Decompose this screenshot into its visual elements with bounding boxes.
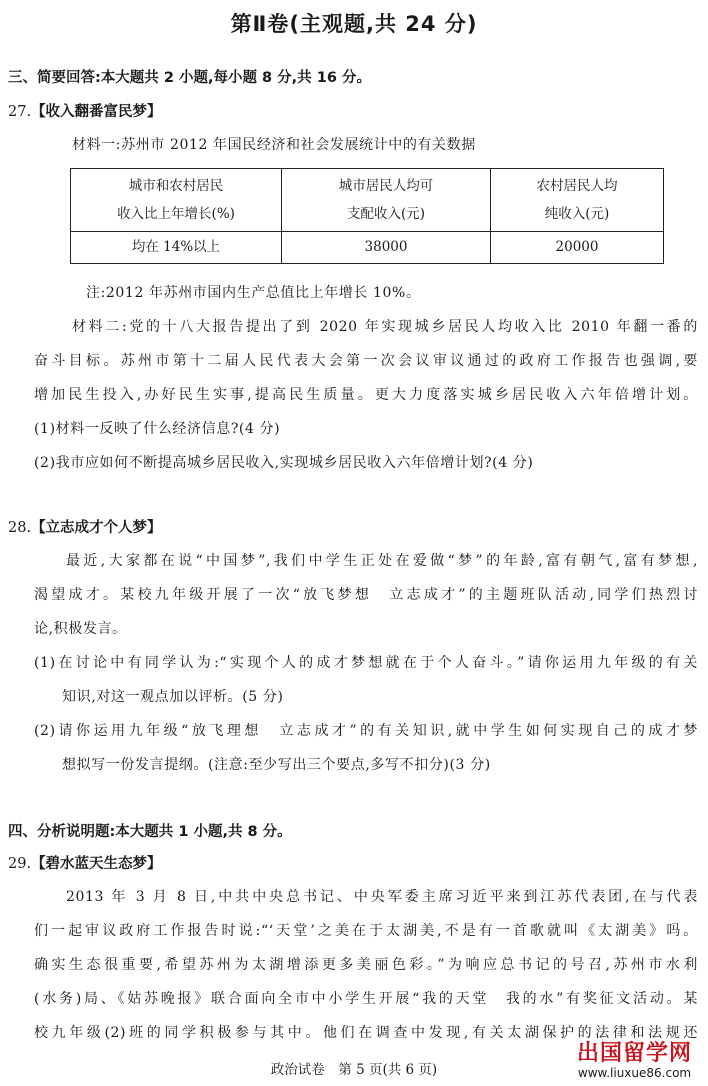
table-header-cell: 农村居民人均 纯收入(元) xyxy=(491,169,664,232)
q29-paragraph-line-4: (水务)局、《姑苏晚报》联合面向全市中小学生开展“我的天堂 我的水”有奖征文活动。某 xyxy=(34,991,698,1007)
q28-sub-question-1-line-2: 知识,对这一观点加以评析。(5 分) xyxy=(62,689,284,705)
statistics-table xyxy=(70,168,664,264)
q27-sub-question-1: (1)材料一反映了什么经济信息?(4 分) xyxy=(34,421,281,437)
question-29-number: 29. xyxy=(8,856,32,872)
watermark-url: www.liuxue86.com xyxy=(577,1066,692,1080)
q28-paragraph-line-2: 渴望成才。某校九年级开展了一次“放飞梦想 立志成才”的主题班队活动,同学们热烈讨 xyxy=(34,587,698,603)
question-29-tag: 【碧水蓝天生态梦】 xyxy=(31,856,162,872)
question-28-tag: 【立志成才个人梦】 xyxy=(31,520,162,536)
q28-sub-question-2-line-2: 想拟写一份发言提纲。(注意:至少写出三个要点,多写不扣分)(3 分) xyxy=(62,757,491,773)
q29-paragraph-line-5: 校九年级(2)班的同学积极参与其中。他们在调查中发现,有关太湖保护的法律和法规还 xyxy=(34,1025,698,1041)
table-header-cell: 城市和农村居民 收入比上年增长(%) xyxy=(71,169,282,232)
table-cell: 38000 xyxy=(282,231,491,263)
table-row xyxy=(71,231,664,263)
question-27-header xyxy=(8,100,162,121)
question-27-tag: 【收入翻番富民梦】 xyxy=(31,104,162,120)
q27-material-2-line-1: 材料二:党的十八大报告提出了到 2020 年实现城乡居民人均收入比 2010 年翻一番的 xyxy=(72,319,698,335)
q27-material-1: 材料一:苏州市 2012 年国民经济和社会发展统计中的有关数据 xyxy=(72,137,476,153)
table-header-cell: 城市居民人均可 支配收入(元) xyxy=(282,169,491,232)
question-28-number: 28. xyxy=(8,520,32,536)
q29-paragraph-line-3: 确实生态很重要,希望苏州为太湖增添更多美丽色彩。”为响应总书记的号召,苏州市水利 xyxy=(34,957,698,973)
section-4-heading: 四、分析说明题:本大题共 1 小题,共 8 分。 xyxy=(8,824,292,840)
q29-paragraph-line-2: 们一起审议政府工作报告时说:“‘天堂’之美在于太湖美,不是有一首歌就叫《太湖美》吗。 xyxy=(34,923,698,939)
q28-paragraph-line-3: 论,积极发言。 xyxy=(34,621,127,637)
q27-note: 注:2012 年苏州市国内生产总值比上年增长 10%。 xyxy=(86,285,421,301)
table-cell: 20000 xyxy=(491,231,664,263)
q29-paragraph-line-1: 2013 年 3 月 8 日,中共中央总书记、中央军委主席习近平来到江苏代表团,在与代表 xyxy=(66,889,698,905)
q28-sub-question-2-line-1: (2)请你运用九年级“放飞理想 立志成才”的有关知识,就中学生如何实现自己的成才梦 xyxy=(34,723,698,739)
q27-material-2-line-2: 奋斗目标。苏州市第十二届人民代表大会第一次会议审议通过的政府工作报告也强调,要 xyxy=(34,353,698,369)
q28-sub-question-1-line-1: (1)在讨论中有同学认为:“实现个人的成才梦想就在于个人奋斗。”请你运用九年级的有关 xyxy=(34,655,698,671)
watermark-title: 出国留学网 xyxy=(576,1041,692,1066)
q27-sub-question-2: (2)我市应如何不断提高城乡居民收入,实现城乡居民收入六年倍增计划?(4 分) xyxy=(34,455,534,471)
q28-paragraph-line-1: 最近,大家都在说“中国梦”,我们中学生正处在爱做“梦”的年龄,富有朝气,富有梦想, xyxy=(66,553,698,569)
table-header-row xyxy=(71,169,664,232)
question-28-header xyxy=(8,516,162,537)
q27-material-2-line-3: 增加民生投入,办好民生实事,提高民生质量。更大力度落实城乡居民收入六年倍增计划。 xyxy=(34,387,698,403)
section-3-heading: 三、简要回答:本大题共 2 小题,每小题 8 分,共 16 分。 xyxy=(8,70,371,86)
page-footer: 政治试卷 第 5 页(共 6 页) xyxy=(270,1062,438,1078)
table-cell: 均在 14%以上 xyxy=(71,231,282,263)
page-title: 第Ⅱ卷(主观题,共 24 分) xyxy=(230,12,478,36)
question-27-number: 27. xyxy=(8,104,32,120)
site-watermark-logo xyxy=(577,1042,692,1080)
question-29-header xyxy=(8,852,162,873)
